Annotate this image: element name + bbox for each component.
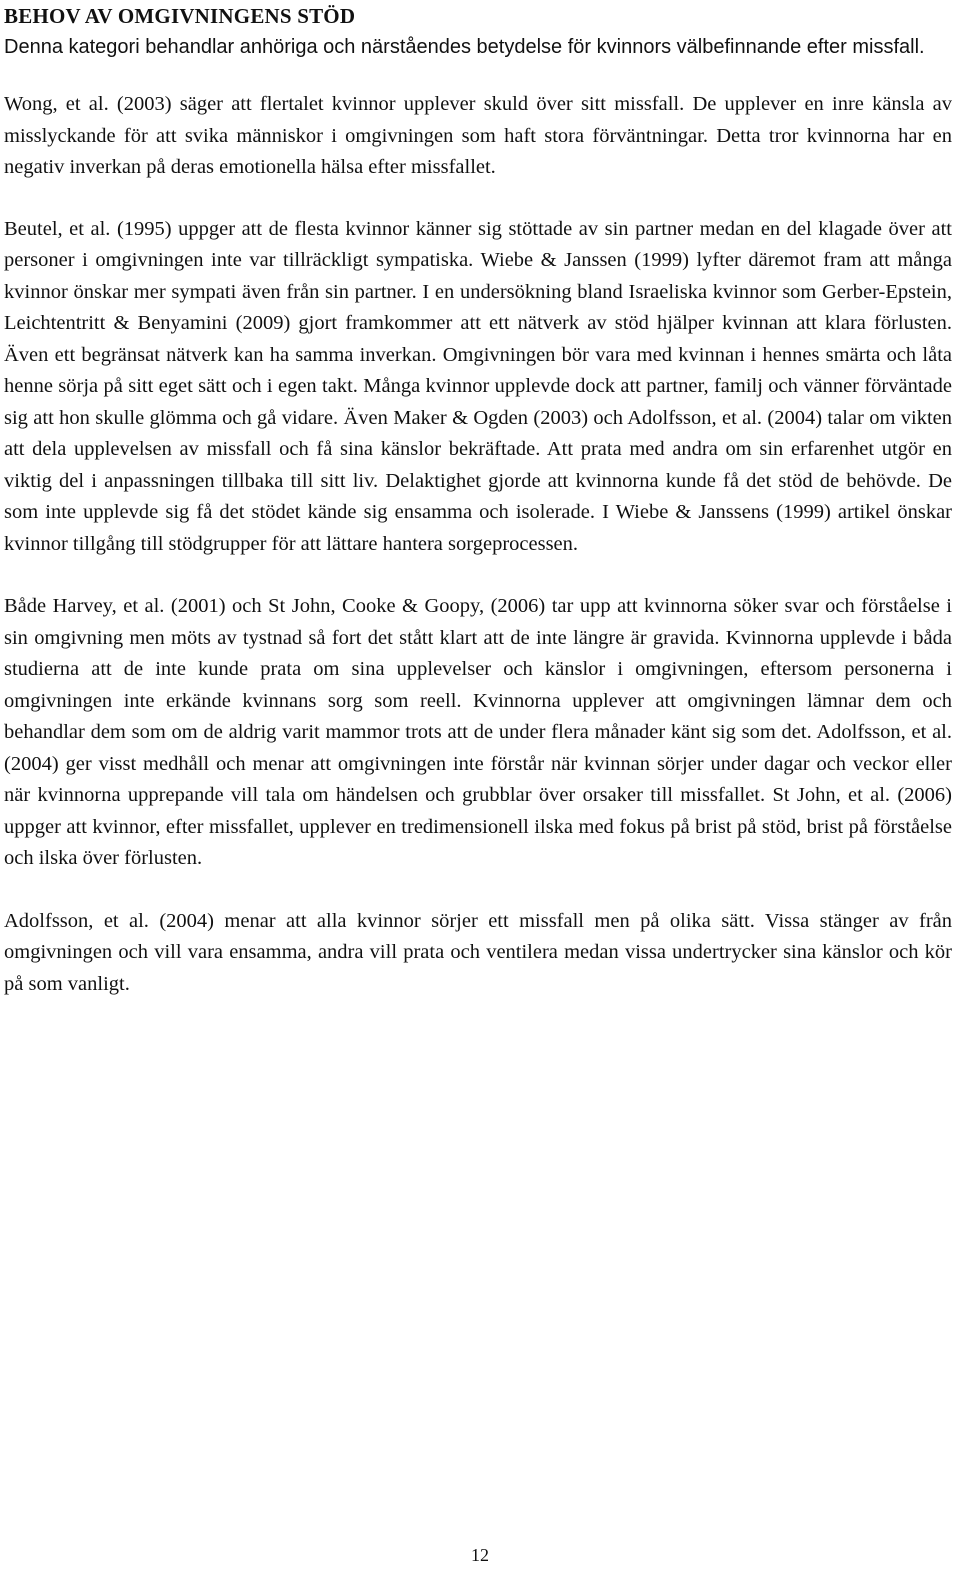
paragraph-wong: Wong, et al. (2003) säger att flertalet kvinnor upplever skuld över sitt missfall. De upplever en inre känsla av misslyckande för att svika människor i omgivningen som haft stora förväntningar. Detta tror kvinnorna har en negativ inverkan på deras emotionella hälsa efter missfallet.	[4, 93, 952, 178]
document-page	[4, 0, 952, 1000]
paragraph-harvey: Både Harvey, et al. (2001) och St John, Cooke & Goopy, (2006) tar upp att kvinnorna söker svar och förståelse i sin omgivning men möts av tystnad så fort det stått klart att de inte längre är gravida. Kvinnorna upplevde i båda studierna att de inte kunde prata om sina upplevelser och känslor i omgivningen, eftersom personerna i omgivningen inte erkände kvinnans sorg som reell. Kvinnorna upplever att omgivningen lämnar dem och behandlar dem som om de aldrig varit mammor trots att de under flera månader känt sig som det. Adolfsson, et al. (2004) ger visst medhåll och menar att omgivningen inte förstår när kvinnan sörjer under dagar och veckor eller när kvinnorna upprepande vill tala om händelsen och grubblar över orsaker till missfallet. St John, et al. (2006) uppger att kvinnor, efter missfallet, upplever en tredimensionell ilska med fokus på brist på stöd, brist på förståelse och ilska över förlusten.	[4, 595, 952, 869]
section-intro: Denna kategori behandlar anhöriga och närståendes betydelse för kvinnors välbefinnande efter missfall.	[4, 36, 925, 58]
paragraph-beutel: Beutel, et al. (1995) uppger att de flesta kvinnor känner sig stöttade av sin partner medan en del klagade över att personer i omgivningen inte var tillräckligt sympatiska. Wiebe & Janssen (1999) lyfter däremot fram att många kvinnor önskar mer sympati även från sin partner. I en undersökning bland Israeliska kvinnor som Gerber-Epstein, Leichtentritt & Benyamini (2009) gjort framkommer att ett nätverk av stöd hjälper kvinnan att klara förlusten. Även ett begränsat nätverk kan ha samma inverkan. Omgivningen bör vara med kvinnan i hennes smärta och låta henne sörja på sitt eget sätt och i egen takt. Många kvinnor upplevde dock att partner, familj och vänner förväntade sig att hon skulle glömma och gå vidare. Även Maker & Ogden (2003) och Adolfsson, et al. (2004) talar om vikten att dela upplevelsen av missfall och få sina känslor bekräftade. Att prata med andra om sin erfarenhet utgör en viktig del i anpassningen tillbaka till sitt liv. Delaktighet gjorde att kvinnorna kunde få det stöd de behövde. De som inte upplevde sig få det stödet kände sig ensamma och isolerade. I Wiebe & Janssens (1999) artikel önskar kvinnor tillgång till stödgrupper för att lättare hantera sorgeprocessen.	[4, 217, 952, 555]
paragraph-adolfsson: Adolfsson, et al. (2004) menar att alla kvinnor sörjer ett missfall men på olika sätt. Vissa stänger av från omgivningen och vill vara ensamma, andra vill prata och ventilera medan vissa undertrycker sina känslor och kör på som vanligt.	[4, 909, 952, 995]
page-number: 12	[471, 1545, 489, 1565]
section-heading: BEHOV AV OMGIVNINGENS STÖD	[4, 4, 356, 28]
